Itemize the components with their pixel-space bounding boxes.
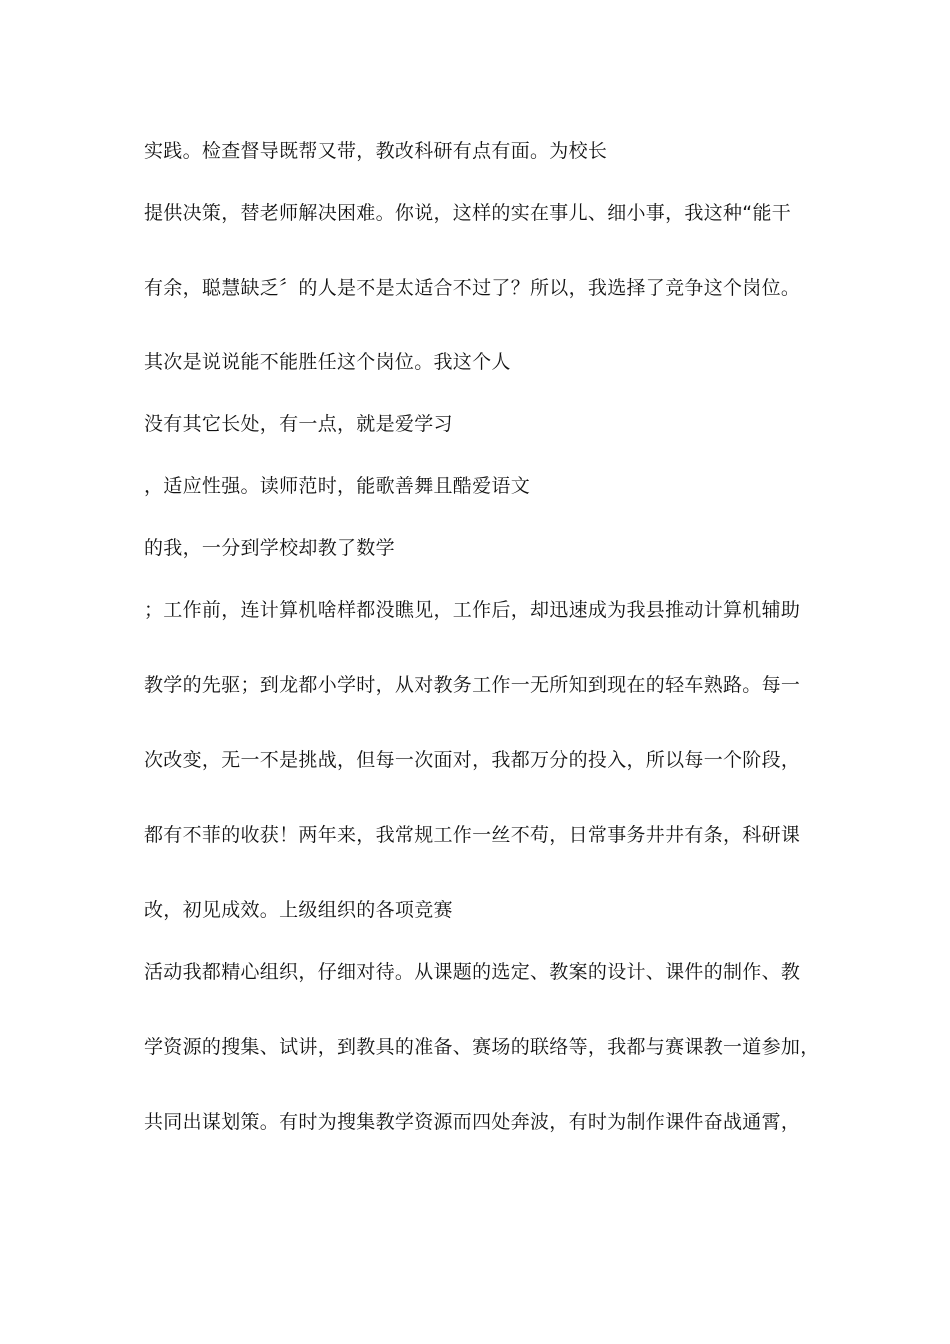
- text-line: 都有不菲的收获！两年来，我常规工作一丝不苟，日常事务井井有条，科研课: [144, 824, 801, 846]
- text-line: ；工作前，连计算机啥样都没瞧见，工作后，却迅速成为我县推动计算机辅助: [144, 599, 801, 621]
- text-line: 活动我都精心组织，仔细对待。从课题的选定、教案的设计、课件的制作、教: [144, 961, 801, 983]
- text-line: 没有其它长处，有一点，就是爱学习: [144, 413, 453, 435]
- text-line: 学资源的搜集、试讲，到教具的准备、赛场的联络等，我都与赛课教一道参加，: [144, 1036, 820, 1058]
- text-line: 的我，一分到学校却教了数学: [144, 537, 395, 559]
- text-line: 有余，聪慧缺乏〞的人是不是太适合不过了？所以，我选择了竞争这个岗位。: [144, 277, 801, 299]
- text-line: 教学的先驱；到龙都小学时，从对教务工作一无所知到现在的轻车熟路。每一: [144, 674, 801, 696]
- text-line: 其次是说说能不能胜任这个岗位。我这个人: [144, 351, 511, 373]
- text-line: 共同出谋划策。有时为搜集教学资源而四处奔波，有时为制作课件奋战通霄，: [144, 1111, 801, 1133]
- text-line: 次改变，无一不是挑战，但每一次面对，我都万分的投入，所以每一个阶段，: [144, 749, 801, 771]
- text-line: ，适应性强。读师范时，能歌善舞且酷爱语文: [144, 475, 531, 497]
- text-line: 实践。检查督导既帮又带，教改科研有点有面。为校长: [144, 140, 608, 162]
- text-line: 改，初见成效。上级组织的各项竞赛: [144, 899, 453, 921]
- text-line: 提供决策，替老师解决困难。你说，这样的实在事儿、细小事，我这种“能干: [144, 202, 792, 224]
